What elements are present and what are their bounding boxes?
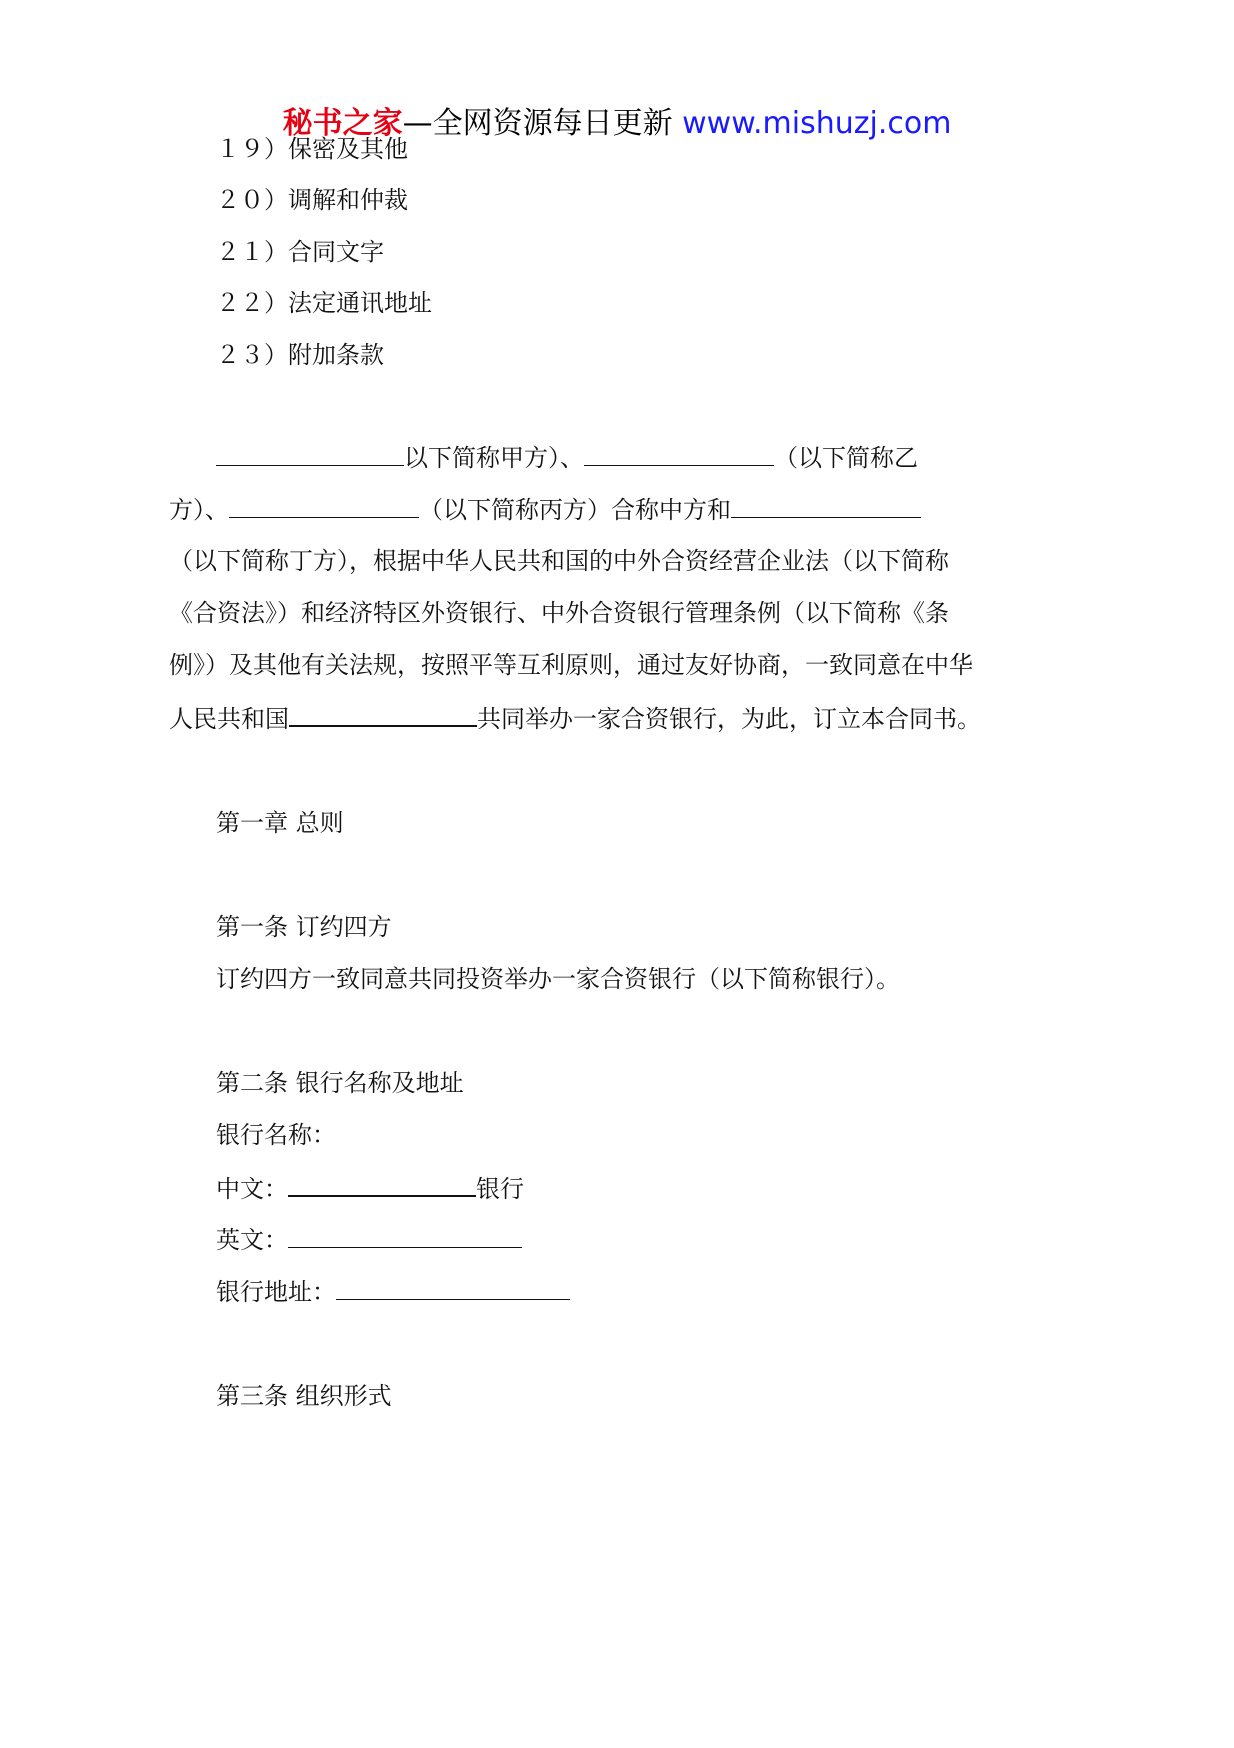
article-title: 第三条 组织形式 xyxy=(216,1382,392,1410)
bank-address-blank[interactable] xyxy=(336,1275,570,1300)
preamble-line: 例》）及其他有关法规，按照平等互利原则，通过友好协商，一致同意在中华 xyxy=(169,651,973,679)
site-header xyxy=(0,104,1234,144)
header-slogan: —全网资源每日更新 xyxy=(402,106,673,141)
toc-item: １９）保密及其他 xyxy=(216,135,408,163)
location-blank[interactable] xyxy=(289,701,477,727)
chapter-title: 第一章 总则 xyxy=(216,809,344,837)
english-name-row: 英文： xyxy=(216,1223,522,1256)
chinese-name-row: 中文： 银行 xyxy=(216,1171,524,1205)
english-name-blank[interactable] xyxy=(288,1223,522,1248)
toc-item: ２１）合同文字 xyxy=(216,238,384,266)
preamble-line: 方）、 （以下简称丙方）合称中方和 xyxy=(169,493,921,526)
toc-item: ２０）调解和仲裁 xyxy=(216,186,408,214)
bank-address-row: 银行地址： xyxy=(216,1275,570,1308)
preamble-line: 《合资法》）和经济特区外资银行、中外合资银行管理条例（以下简称《条 xyxy=(169,599,949,627)
toc-item: ２２）法定通讯地址 xyxy=(216,289,432,317)
preamble-line: 以下简称甲方）、 （以下简称乙 xyxy=(216,441,918,474)
toc-item: ２３）附加条款 xyxy=(216,341,384,369)
brand-name: 秘书之家 xyxy=(282,106,403,141)
site-url-link[interactable]: www.mishuzj.com xyxy=(682,106,952,141)
bank-name-label: 银行名称： xyxy=(216,1121,336,1149)
article-title: 第一条 订约四方 xyxy=(216,913,392,941)
party-c-blank[interactable] xyxy=(229,493,419,518)
article-title: 第二条 银行名称及地址 xyxy=(216,1069,464,1097)
chinese-name-blank[interactable] xyxy=(288,1171,476,1197)
party-d-blank[interactable] xyxy=(731,493,921,518)
article-body: 订约四方一致同意共同投资举办一家合资银行（以下简称银行）。 xyxy=(216,965,900,993)
preamble-line: （以下简称丁方），根据中华人民共和国的中外合资经营企业法（以下简称 xyxy=(169,547,949,575)
preamble-line: 人民共和国 共同举办一家合资银行，为此，订立本合同书。 xyxy=(169,701,981,735)
party-a-blank[interactable] xyxy=(216,441,404,466)
party-b-blank[interactable] xyxy=(584,441,774,466)
